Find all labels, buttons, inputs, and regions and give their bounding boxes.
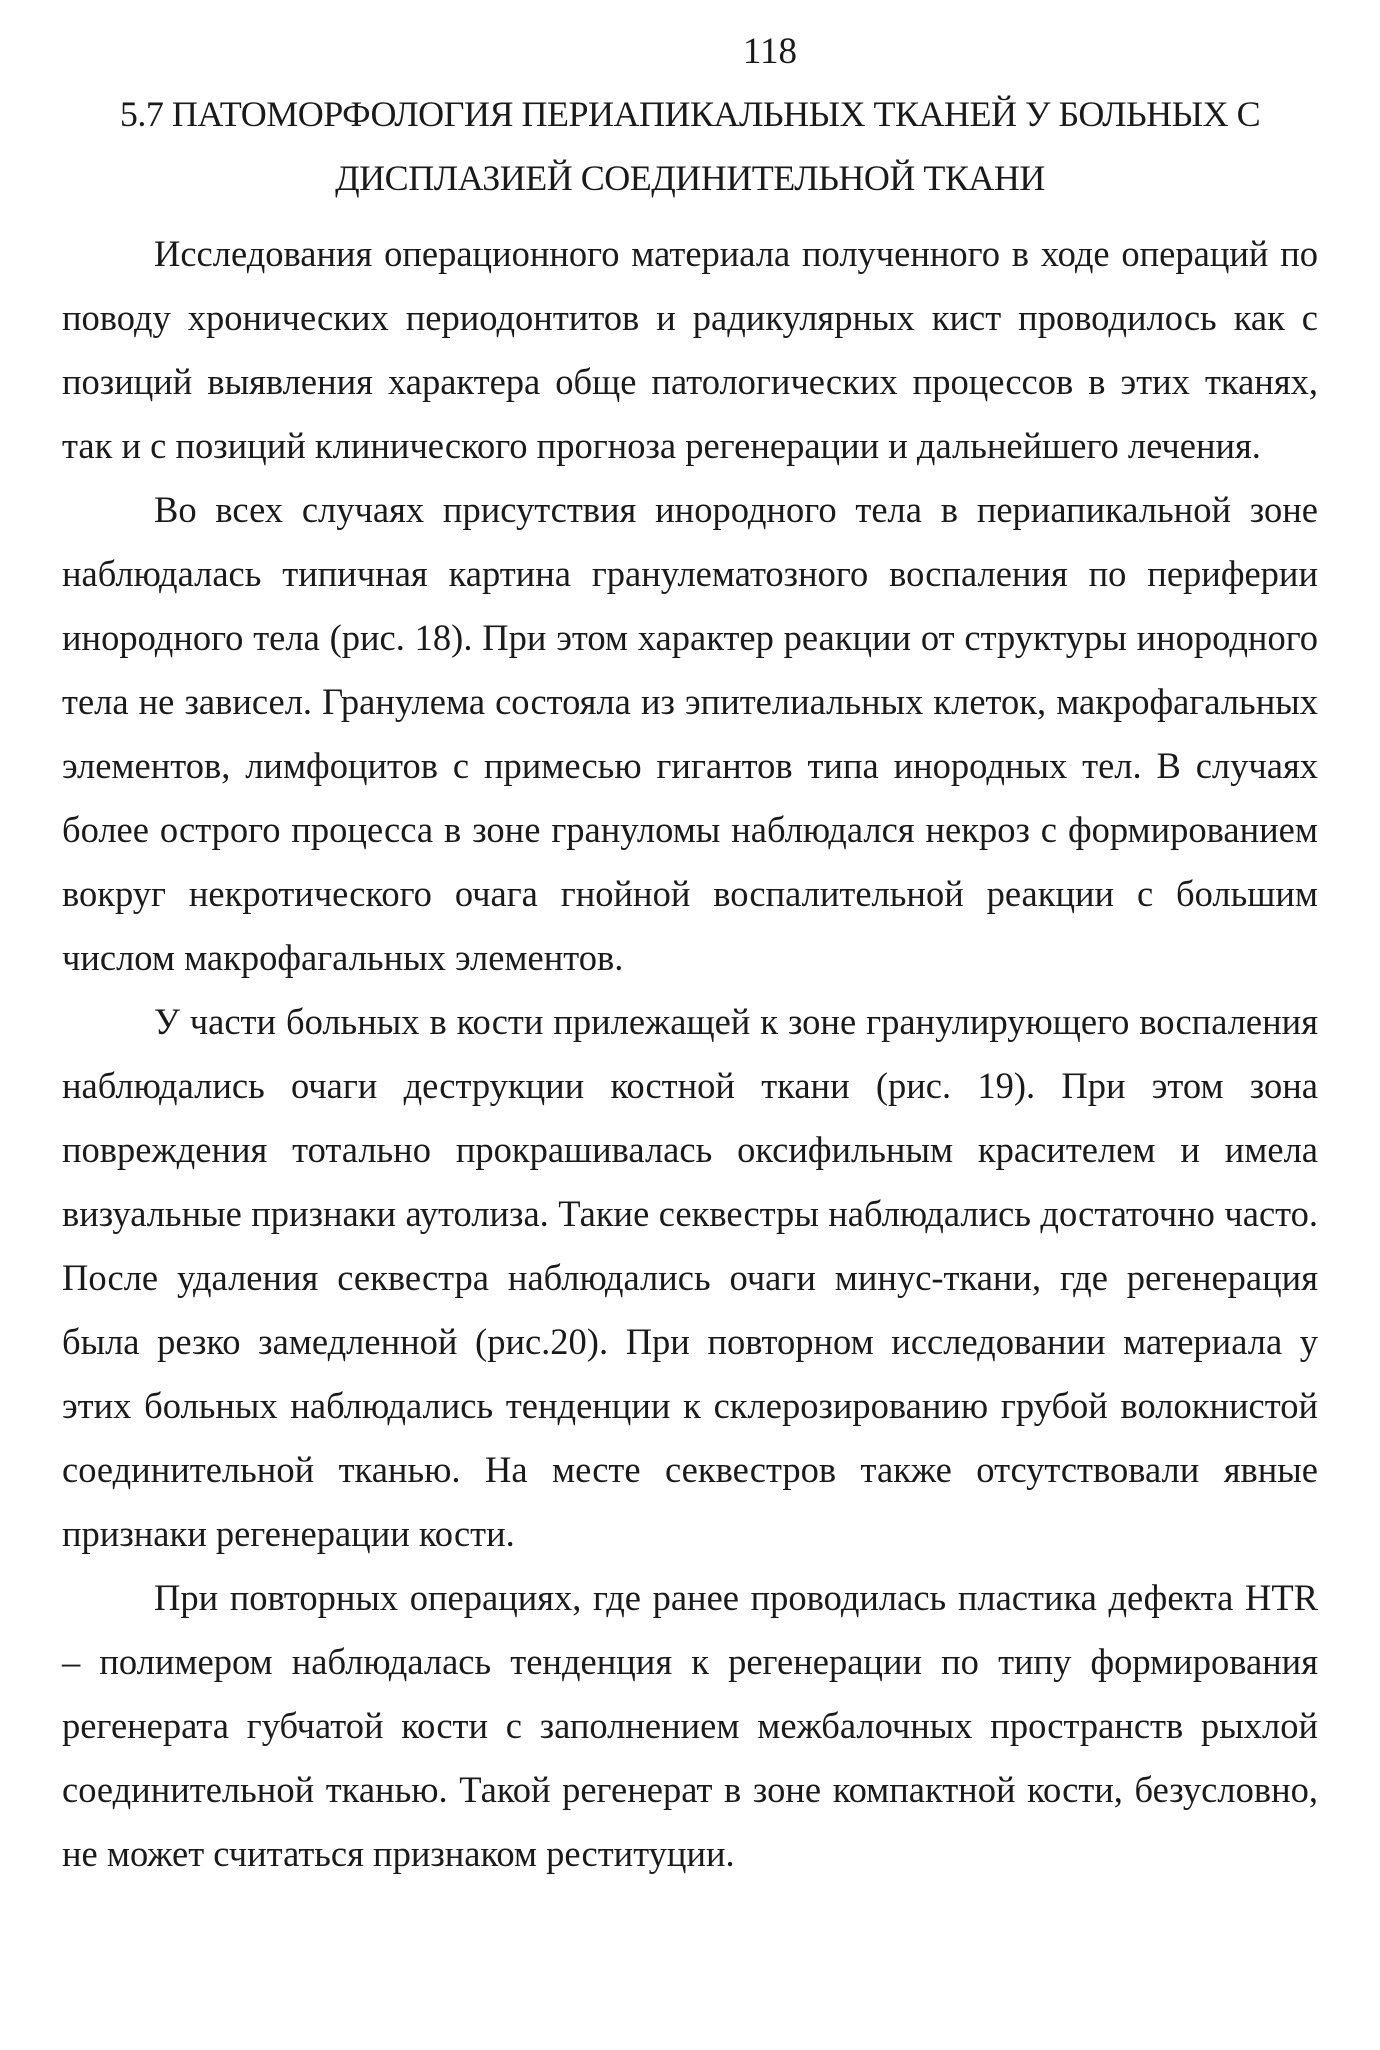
section-title-line-1: 5.7 ПАТОМОРФОЛОГИЯ ПЕРИАПИКАЛЬНЫХ ТКАНЕЙ У БОЛЬНЫХ С — [119, 94, 1261, 134]
paragraph-3: У части больных в кости прилежащей к зоне гранулирующего воспаления наблюдались очаги деструкции костной ткани (рис. 19). При этом зона повреждения тотально прокрашивалась оксифильным красителем и имела визуальные признаки аутолиза. Такие секвестры наблюдались достаточно часто. После удаления секвестра наблюдались очаги минус-ткани, где регенерация была резко замедленной (рис.20). При повторном исследовании материала у этих больных наблюдались тенденции к склерозированию грубой волокнистой соединительной тканью. На месте секвестров также отсутствовали явные признаки регенерации кости. — [62, 1001, 1318, 1554]
paragraph-1: Исследования операционного материала полученного в ходе операций по поводу хронических периодонтитов и радикулярных кист проводилось как с позиций выявления характера обще патологических процессов в этих тканях, так и с позиций клинического прогноза регенерации и дальнейшего лечения. — [62, 233, 1318, 466]
section-title-line-2: ДИСПЛАЗИЕЙ СОЕДИНИТЕЛЬНОЙ ТКАНИ — [335, 158, 1045, 198]
section-title — [62, 82, 1318, 210]
page-number: 118 — [742, 31, 798, 72]
document-page — [62, 28, 1318, 1886]
paragraph-2: Во всех случаях присутствия инородного тела в периапикальной зоне наблюдалась типичная картина гранулематозного воспаления по периферии инородного тела (рис. 18). При этом характер реакции от структуры инородного тела не зависел. Гранулема состояла из эпителиальных клеток, макрофагальных элементов, лимфоцитов с примесью гигантов типа инородных тел. В случаях более острого процесса в зоне грануломы наблюдался некроз с формированием вокруг некротического очага гнойной воспалительной реакции с большим числом макрофагальных элементов. — [62, 489, 1318, 978]
paragraph-4: При повторных операциях, где ранее проводилась пластика дефекта HTR – полимером наблюдалась тенденция к регенерации по типу формирования регенерата губчатой кости с заполнением межбалочных пространств рыхлой соединительной тканью. Такой регенерат в зоне компактной кости, безусловно, не может считаться признаком реституции. — [62, 1577, 1318, 1874]
